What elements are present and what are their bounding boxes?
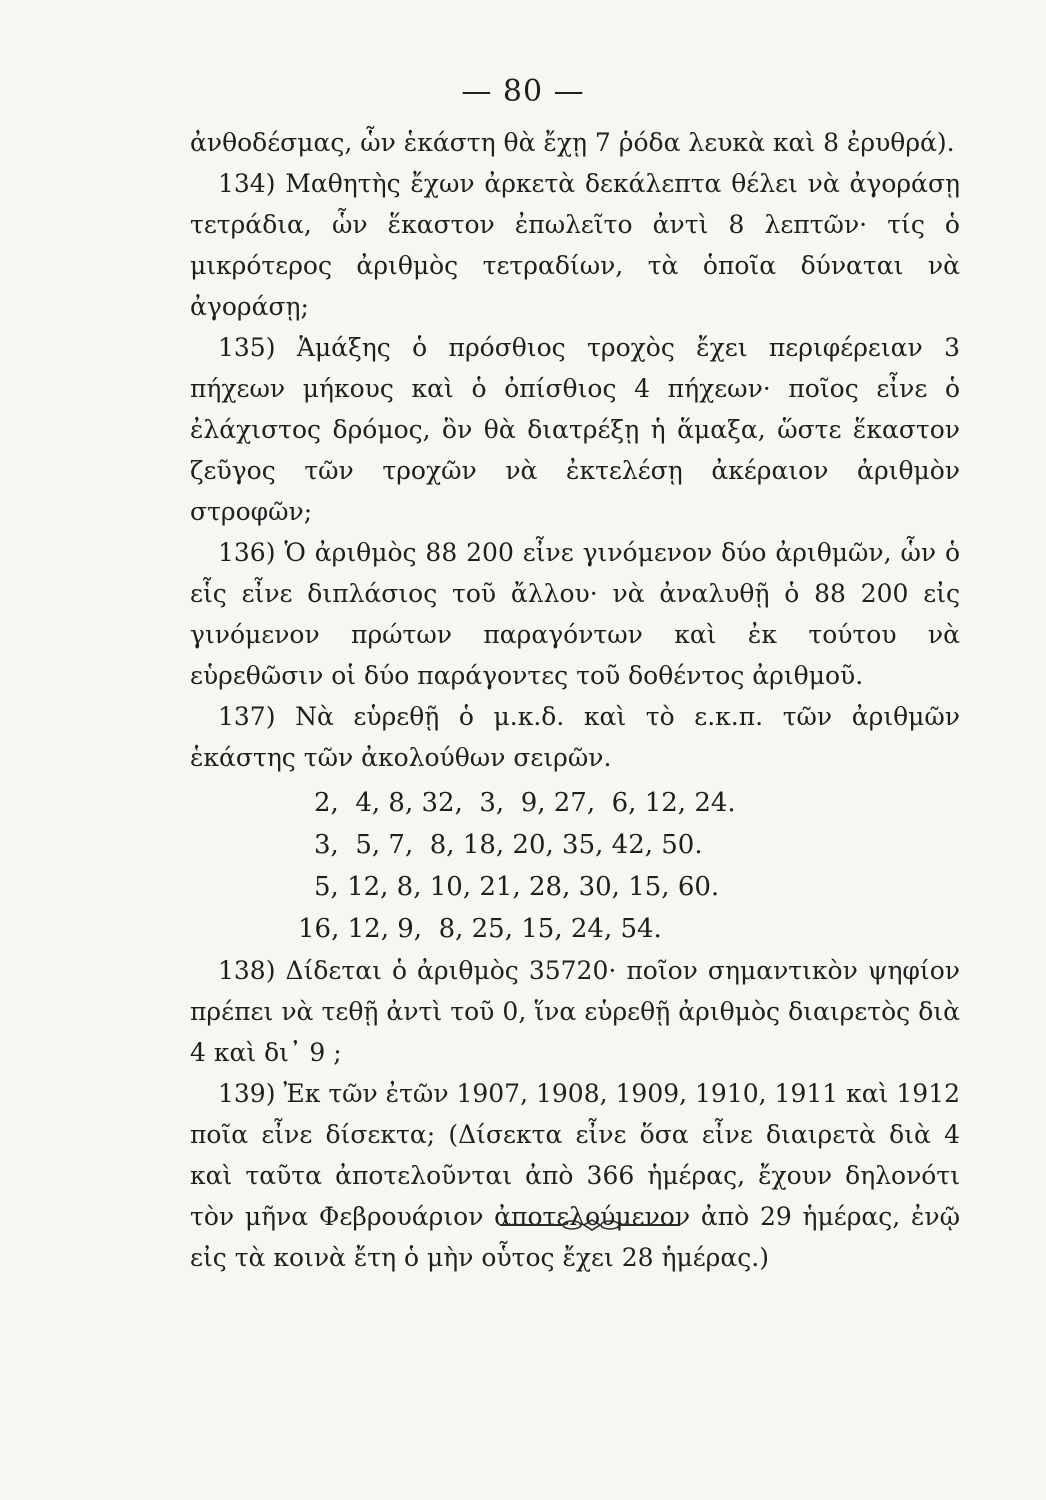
ornament-divider <box>500 1216 680 1234</box>
problem-136: 136) Ὁ ἀριθμὸς 88 200 εἶνε γινόμενον δύο ἀριθμῶν, ὧν ὁ εἷς εἶνε διπλάσιος τοῦ ἄλλου· νὰ ἀναλυθῇ ὁ 88 200 εἰς γινόμενον πρώτων παραγόντων καὶ ἐκ τούτου νὰ εὑρεθῶσιν οἱ δύο παράγοντες τοῦ δοθέντος ἀριθμοῦ. <box>190 538 960 690</box>
number-series-row: 3, 5, 7, 8, 18, 20, 35, 42, 50. <box>314 830 703 860</box>
problem-138: 138) Δίδεται ὁ ἀριθμὸς 35720· ποῖον σημαντικὸν ψηφίον πρέπει νὰ τεθῇ ἀντὶ τοῦ 0, ἵνα εὑρεθῇ ἀριθμὸς διαιρετὸς διὰ 4 καὶ δι᾽ 9 ; <box>190 956 960 1067</box>
problem-135: 135) Ἁμάξης ὁ πρόσθιος τροχὸς ἔχει περιφέρειαν 3 πήχεων μήκους καὶ ὁ ὀπίσθιος 4 πήχεων· ποῖος εἶνε ὁ ἐλάχιστος δρόμος, ὃν θὰ διατρέξῃ ἡ ἅμαξα, ὥστε ἕκαστον ζεῦγος τῶν τροχῶν νὰ ἐκτελέσῃ ἀκέραιον ἀριθμὸν στροφῶν; <box>190 333 960 526</box>
page-number: — 80 — <box>461 74 585 109</box>
problem-134: 134) Μαθητὴς ἔχων ἀρκετὰ δεκάλεπτα θέλει νὰ ἀγοράσῃ τετράδια, ὧν ἕκαστον ἐπωλεῖτο ἀντὶ 8 λεπτῶν· τίς ὁ μικρότερος ἀριθμὸς τετραδίων, τὰ ὁποῖα δύναται νὰ ἀγοράσῃ; <box>190 169 960 321</box>
number-series-row: 16, 12, 9, 8, 25, 15, 24, 54. <box>298 914 662 944</box>
number-series-list <box>190 782 960 950</box>
number-series-row: 5, 12, 8, 10, 21, 28, 30, 15, 60. <box>314 872 720 902</box>
number-series-row: 2, 4, 8, 32, 3, 9, 27, 6, 12, 24. <box>314 788 736 818</box>
problem-137: 137) Νὰ εὑρεθῇ ὁ μ.κ.δ. καὶ τὸ ε.κ.π. τῶν ἀριθμῶν ἑκάστης τῶν ἀκολούθων σειρῶν. <box>190 702 960 772</box>
problem-139: 139) Ἐκ τῶν ἐτῶν 1907, 1908, 1909, 1910, 1911 καὶ 1912 ποῖα εἶνε δίσεκτα; (Δίσεκτα εἶνε ὅσα εἶνε διαιρετὰ διὰ 4 καὶ ταῦτα ἀποτελοῦνται ἀπὸ 366 ἡμέρας, ἔχουν δηλονότι τὸν μῆνα Φεβρουάριον ἀποτελούμενον ἀπὸ 29 ἡμέρας, ἐνῷ εἰς τὰ κοινὰ ἔτη ὁ μὴν οὗτος ἔχει 28 ἡμέρας.) <box>190 1079 960 1272</box>
page-body <box>190 122 960 1278</box>
paragraph-continuation: ἀνθοδέσμας, ὧν ἑκάστη θὰ ἔχῃ 7 ῥόδα λευκὰ καὶ 8 ἐρυθρά). <box>190 128 955 157</box>
